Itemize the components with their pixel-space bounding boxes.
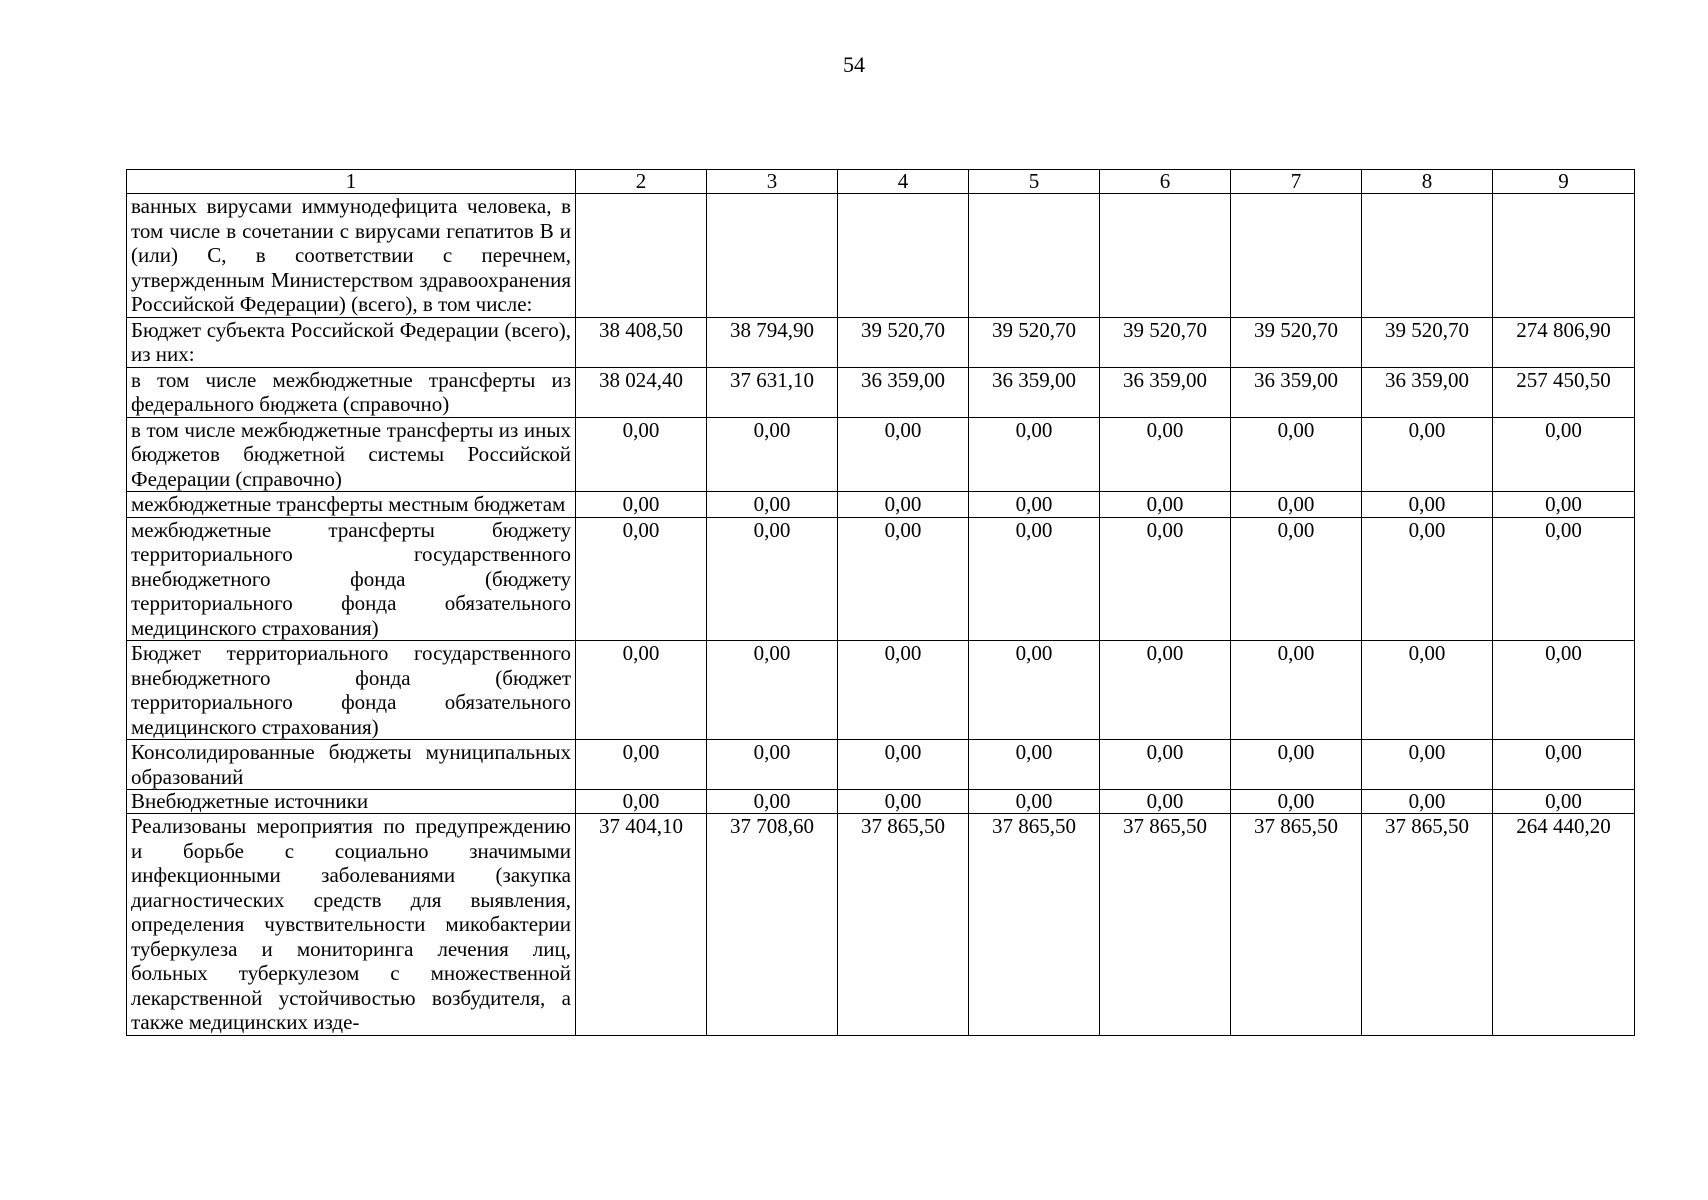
column-number: 7	[1231, 170, 1362, 194]
value-cell: 0,00	[1493, 492, 1635, 518]
value-cell: 0,00	[1231, 417, 1362, 492]
value-cell	[576, 194, 707, 318]
column-number: 9	[1493, 170, 1635, 194]
value-cell: 0,00	[969, 517, 1100, 641]
value-cell: 0,00	[1493, 641, 1635, 740]
value-cell: 0,00	[1100, 492, 1231, 518]
row-label: ванных вирусами иммунодефицита человека, в том числе в сочетании с вирусами гепатитов B и (или) C, в соответствии с перечнем, утвержденным Министерством здравоохранения Российской Федерации) (всего), в том числе:	[127, 194, 576, 318]
value-cell	[1362, 194, 1493, 318]
row-label: Бюджет территориального государственного внебюджетного фонда (бюджет территориального фонда обязательного медицинского страхования)	[127, 641, 576, 740]
value-cell: 0,00	[1100, 517, 1231, 641]
table-row	[127, 492, 1635, 518]
row-label: межбюджетные трансферты местным бюджетам	[127, 492, 576, 518]
value-cell: 0,00	[969, 740, 1100, 790]
value-cell: 0,00	[838, 641, 969, 740]
value-cell: 0,00	[1362, 417, 1493, 492]
page-number: 54	[843, 52, 865, 77]
column-number: 2	[576, 170, 707, 194]
value-cell	[1100, 194, 1231, 318]
value-cell: 0,00	[1231, 790, 1362, 814]
budget-table	[126, 169, 1635, 1036]
row-label: межбюджетные трансферты бюджету территориального государственного внебюджетного фонда (бюджету территориального фонда обязательного медицинского страхования)	[127, 517, 576, 641]
value-cell: 0,00	[969, 790, 1100, 814]
value-cell: 36 359,00	[1231, 367, 1362, 417]
value-cell: 0,00	[576, 790, 707, 814]
table-row	[127, 194, 1635, 318]
value-cell: 36 359,00	[969, 367, 1100, 417]
table-body	[127, 194, 1635, 1036]
value-cell: 0,00	[1493, 790, 1635, 814]
value-cell: 0,00	[1231, 740, 1362, 790]
value-cell: 257 450,50	[1493, 367, 1635, 417]
row-label: Внебюджетные источники	[127, 790, 576, 814]
value-cell: 0,00	[707, 641, 838, 740]
value-cell: 0,00	[1231, 492, 1362, 518]
value-cell: 0,00	[969, 641, 1100, 740]
value-cell: 0,00	[576, 641, 707, 740]
value-cell: 36 359,00	[1100, 367, 1231, 417]
value-cell: 0,00	[707, 492, 838, 518]
column-number: 4	[838, 170, 969, 194]
value-cell: 0,00	[1362, 492, 1493, 518]
table-row	[127, 740, 1635, 790]
value-cell: 0,00	[576, 492, 707, 518]
value-cell: 37 865,50	[838, 814, 969, 1036]
row-label: Реализованы мероприятия по предупреждению и борьбе с социально значимыми инфекционными заболеваниями (закупка диагностических средств для выявления, определения чувствительности микобактерии туберкулеза и мониторинга лечения лиц, больных туберкулезом с множественной лекарственной устойчивостью возбудителя, а также медицинских изде-	[127, 814, 576, 1036]
value-cell: 37 404,10	[576, 814, 707, 1036]
value-cell: 39 520,70	[1362, 317, 1493, 367]
value-cell: 0,00	[1493, 740, 1635, 790]
row-label: в том числе межбюджетные трансферты из федерального бюджета (справочно)	[127, 367, 576, 417]
value-cell: 37 865,50	[1231, 814, 1362, 1036]
value-cell: 37 708,60	[707, 814, 838, 1036]
column-number: 1	[127, 170, 576, 194]
value-cell: 0,00	[1100, 790, 1231, 814]
table-row	[127, 814, 1635, 1036]
value-cell: 0,00	[707, 417, 838, 492]
value-cell: 38 024,40	[576, 367, 707, 417]
column-number: 3	[707, 170, 838, 194]
value-cell: 0,00	[838, 417, 969, 492]
column-number: 5	[969, 170, 1100, 194]
column-number-row	[127, 170, 1635, 194]
value-cell	[707, 194, 838, 318]
value-cell: 0,00	[1493, 517, 1635, 641]
value-cell: 37 865,50	[1100, 814, 1231, 1036]
value-cell: 264 440,20	[1493, 814, 1635, 1036]
value-cell: 0,00	[707, 790, 838, 814]
table-row	[127, 367, 1635, 417]
table-row	[127, 417, 1635, 492]
table-row	[127, 317, 1635, 367]
value-cell: 0,00	[707, 517, 838, 641]
value-cell: 38 794,90	[707, 317, 838, 367]
value-cell	[1493, 194, 1635, 318]
value-cell: 38 408,50	[576, 317, 707, 367]
row-label: Бюджет субъекта Российской Федерации (всего), из них:	[127, 317, 576, 367]
value-cell: 39 520,70	[969, 317, 1100, 367]
value-cell: 0,00	[838, 740, 969, 790]
value-cell: 0,00	[1362, 740, 1493, 790]
row-label: в том числе межбюджетные трансферты из иных бюджетов бюджетной системы Российской Федерации (справочно)	[127, 417, 576, 492]
column-number: 6	[1100, 170, 1231, 194]
table-row	[127, 517, 1635, 641]
value-cell: 0,00	[1231, 641, 1362, 740]
value-cell: 0,00	[1100, 417, 1231, 492]
column-number: 8	[1362, 170, 1493, 194]
table-row	[127, 790, 1635, 814]
value-cell: 0,00	[1100, 641, 1231, 740]
value-cell: 0,00	[576, 740, 707, 790]
value-cell: 0,00	[707, 740, 838, 790]
value-cell: 0,00	[1362, 517, 1493, 641]
value-cell: 0,00	[576, 517, 707, 641]
value-cell: 0,00	[576, 417, 707, 492]
value-cell	[969, 194, 1100, 318]
value-cell: 0,00	[1231, 517, 1362, 641]
value-cell: 0,00	[1362, 641, 1493, 740]
value-cell: 36 359,00	[1362, 367, 1493, 417]
value-cell	[838, 194, 969, 318]
value-cell: 0,00	[1362, 790, 1493, 814]
value-cell	[1231, 194, 1362, 318]
value-cell: 37 865,50	[1362, 814, 1493, 1036]
value-cell: 0,00	[969, 417, 1100, 492]
row-label: Консолидированные бюджеты муниципальных образований	[127, 740, 576, 790]
value-cell: 39 520,70	[1231, 317, 1362, 367]
value-cell: 37 865,50	[969, 814, 1100, 1036]
value-cell: 0,00	[838, 492, 969, 518]
value-cell: 39 520,70	[1100, 317, 1231, 367]
value-cell: 36 359,00	[838, 367, 969, 417]
value-cell: 274 806,90	[1493, 317, 1635, 367]
value-cell: 0,00	[838, 517, 969, 641]
value-cell: 0,00	[838, 790, 969, 814]
table-row	[127, 641, 1635, 740]
value-cell: 39 520,70	[838, 317, 969, 367]
value-cell: 0,00	[969, 492, 1100, 518]
value-cell: 37 631,10	[707, 367, 838, 417]
value-cell: 0,00	[1493, 417, 1635, 492]
value-cell: 0,00	[1100, 740, 1231, 790]
